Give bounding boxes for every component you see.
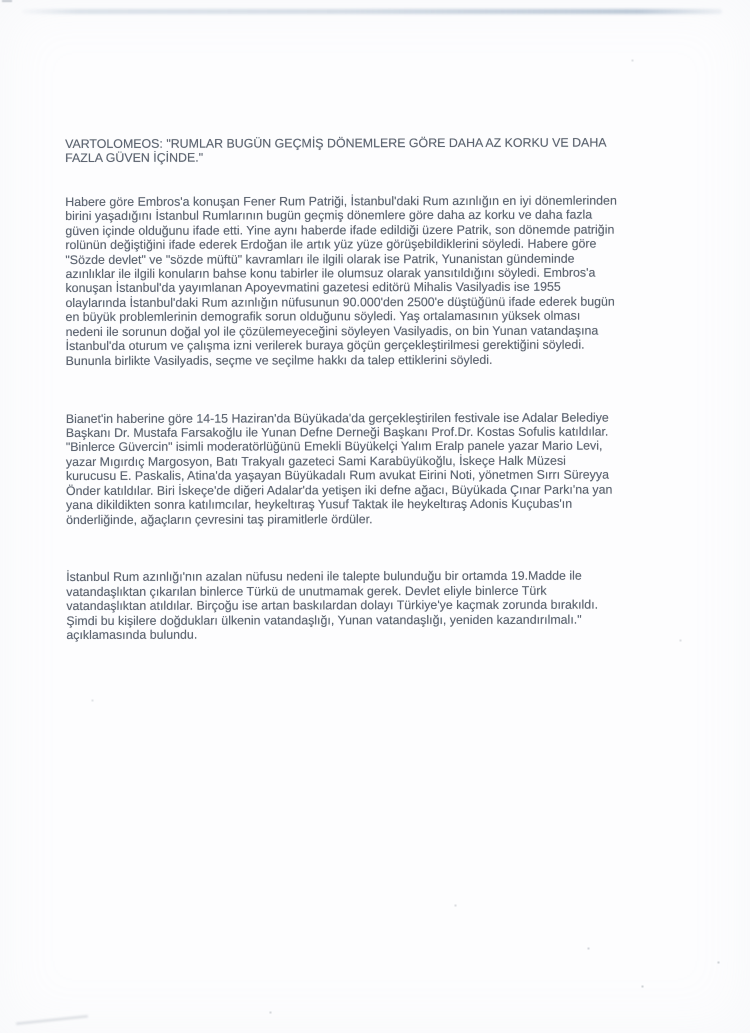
document-heading: VARTOLOMEOS: "RUMLAR BUGÜN GEÇMİŞ DÖNEMLERE GÖRE DAHA AZ KORKU VE DAHA FAZLA GÜVEN İÇİNDE." xyxy=(65,135,607,166)
scan-artifact-bottom-smudge xyxy=(16,1015,88,1025)
paragraph-citizenship-statement: İstanbul Rum azınlığı'nın azalan nüfusu nedeni ile talepte bulunduğu bir ortamda 19.Madde ile vatandaşlıktan çıkarılan binlerce Türkü de unutmamak gerek. Devlet eliyle binlerce Türk vatandaşlıktan atıldılar. Birçoğu ise artan baskılardan dolayı Türkiye'ye kaçmak zorunda bırakıldı. Şimdi bu kişilere doğdukları ülkenin vatandaşlığı, Yunan vatandaşlığı, yeniden kazandırılmalı." açıklamasında bulundu. xyxy=(66,569,599,643)
scan-artifact-top-streak xyxy=(22,9,722,14)
scan-noise-specks xyxy=(0,0,1,1)
paragraph-patriarch-statement: Habere göre Embros'a konuşan Fener Rum Patriği, İstanbul'daki Rum azınlığın en iyi dönemlerinden birini yaşadığını İstanbul Rumlarının bugün geçmiş dönemlere göre daha az korku ve daha fazla güven içinde olduğunu ifade etti. Yine aynı haberde ifade edildiği üzere Patrik, son dönemde patriğin rolünün değiştiğini ifade ederek Erdoğan ile artık yüz yüze görüşebildiklerini söyledi. Habere göre "Sözde devlet" ve "sözde müftü" kavramları ile ilgili olarak ise Patrik, Yunanistan gündeminde azınlıklar ile ilgili konuların bahse konu tabirler ile olumsuz olarak yansıtıldığını söyledi. Embros'a konuşan İstanbul'da yayımlanan Apoyevmatini gazetesi editörü Mihalis Vasilyadis ise 1955 olaylarında İstanbul'daki Rum azınlığın nüfusunun 90.000'den 2500'e düştüğünü ifade ederek bugün en büyük problemlerinin demografik sorun olduğunu söyledi. Yaş ortalamasının yüksek olması nedeni ile sorunun doğal yol ile çözülemeyeceğini söyleyen Vasilyadis, on bin Yunan vatandaşına İstanbul'da oturum ve çalışma izni verilerek buraya göçün gerçekleştirilmesi gerektiğini söyledi. Bununla birlikte Vasilyadis, seçme ve seçilme hakkı da talep ettiklerini söyledi. xyxy=(65,193,617,368)
document-text-block xyxy=(65,106,726,671)
scan-corner-mark xyxy=(2,0,12,2)
paragraph-festival-report: Bianet'in haberine göre 14-15 Haziran'da Büyükada'da gerçekleştirilen festivale ise Adalar Belediye Başkanı Dr. Mustafa Farsakoğlu ile Yunan Defne Derneği Başkanı Prof.Dr. Kostas Sofulis katıldılar. "Binlerce Güvercin" isimli moderatörlüğünü Emekli Büyükelçi Yalım Eralp panele yazar Mario Levi, yazar Mıgırdıç Margosyon, Batı Trakyalı gazeteci Sami Karabüyükoğlu, İskeçe Halk Müzesi kurucusu E. Paskalis, Atina'da yaşayan Büyükadalı Rum avukat Eirini Noti, yönetmen Sırrı Süreyya Önder katıldılar. Biri İskeçe'de diğeri Adalar'da yetişen iki defne ağacı, Büyükada Çınar Parkı'na yan yana dikildikten sonra katılımcılar, heykeltıraş Yusuf Taktak ile heykeltıraş Adonis Kuçubas'ın önderliğinde, ağaçların çevresini taş piramitlerle ördüler. xyxy=(65,410,613,527)
